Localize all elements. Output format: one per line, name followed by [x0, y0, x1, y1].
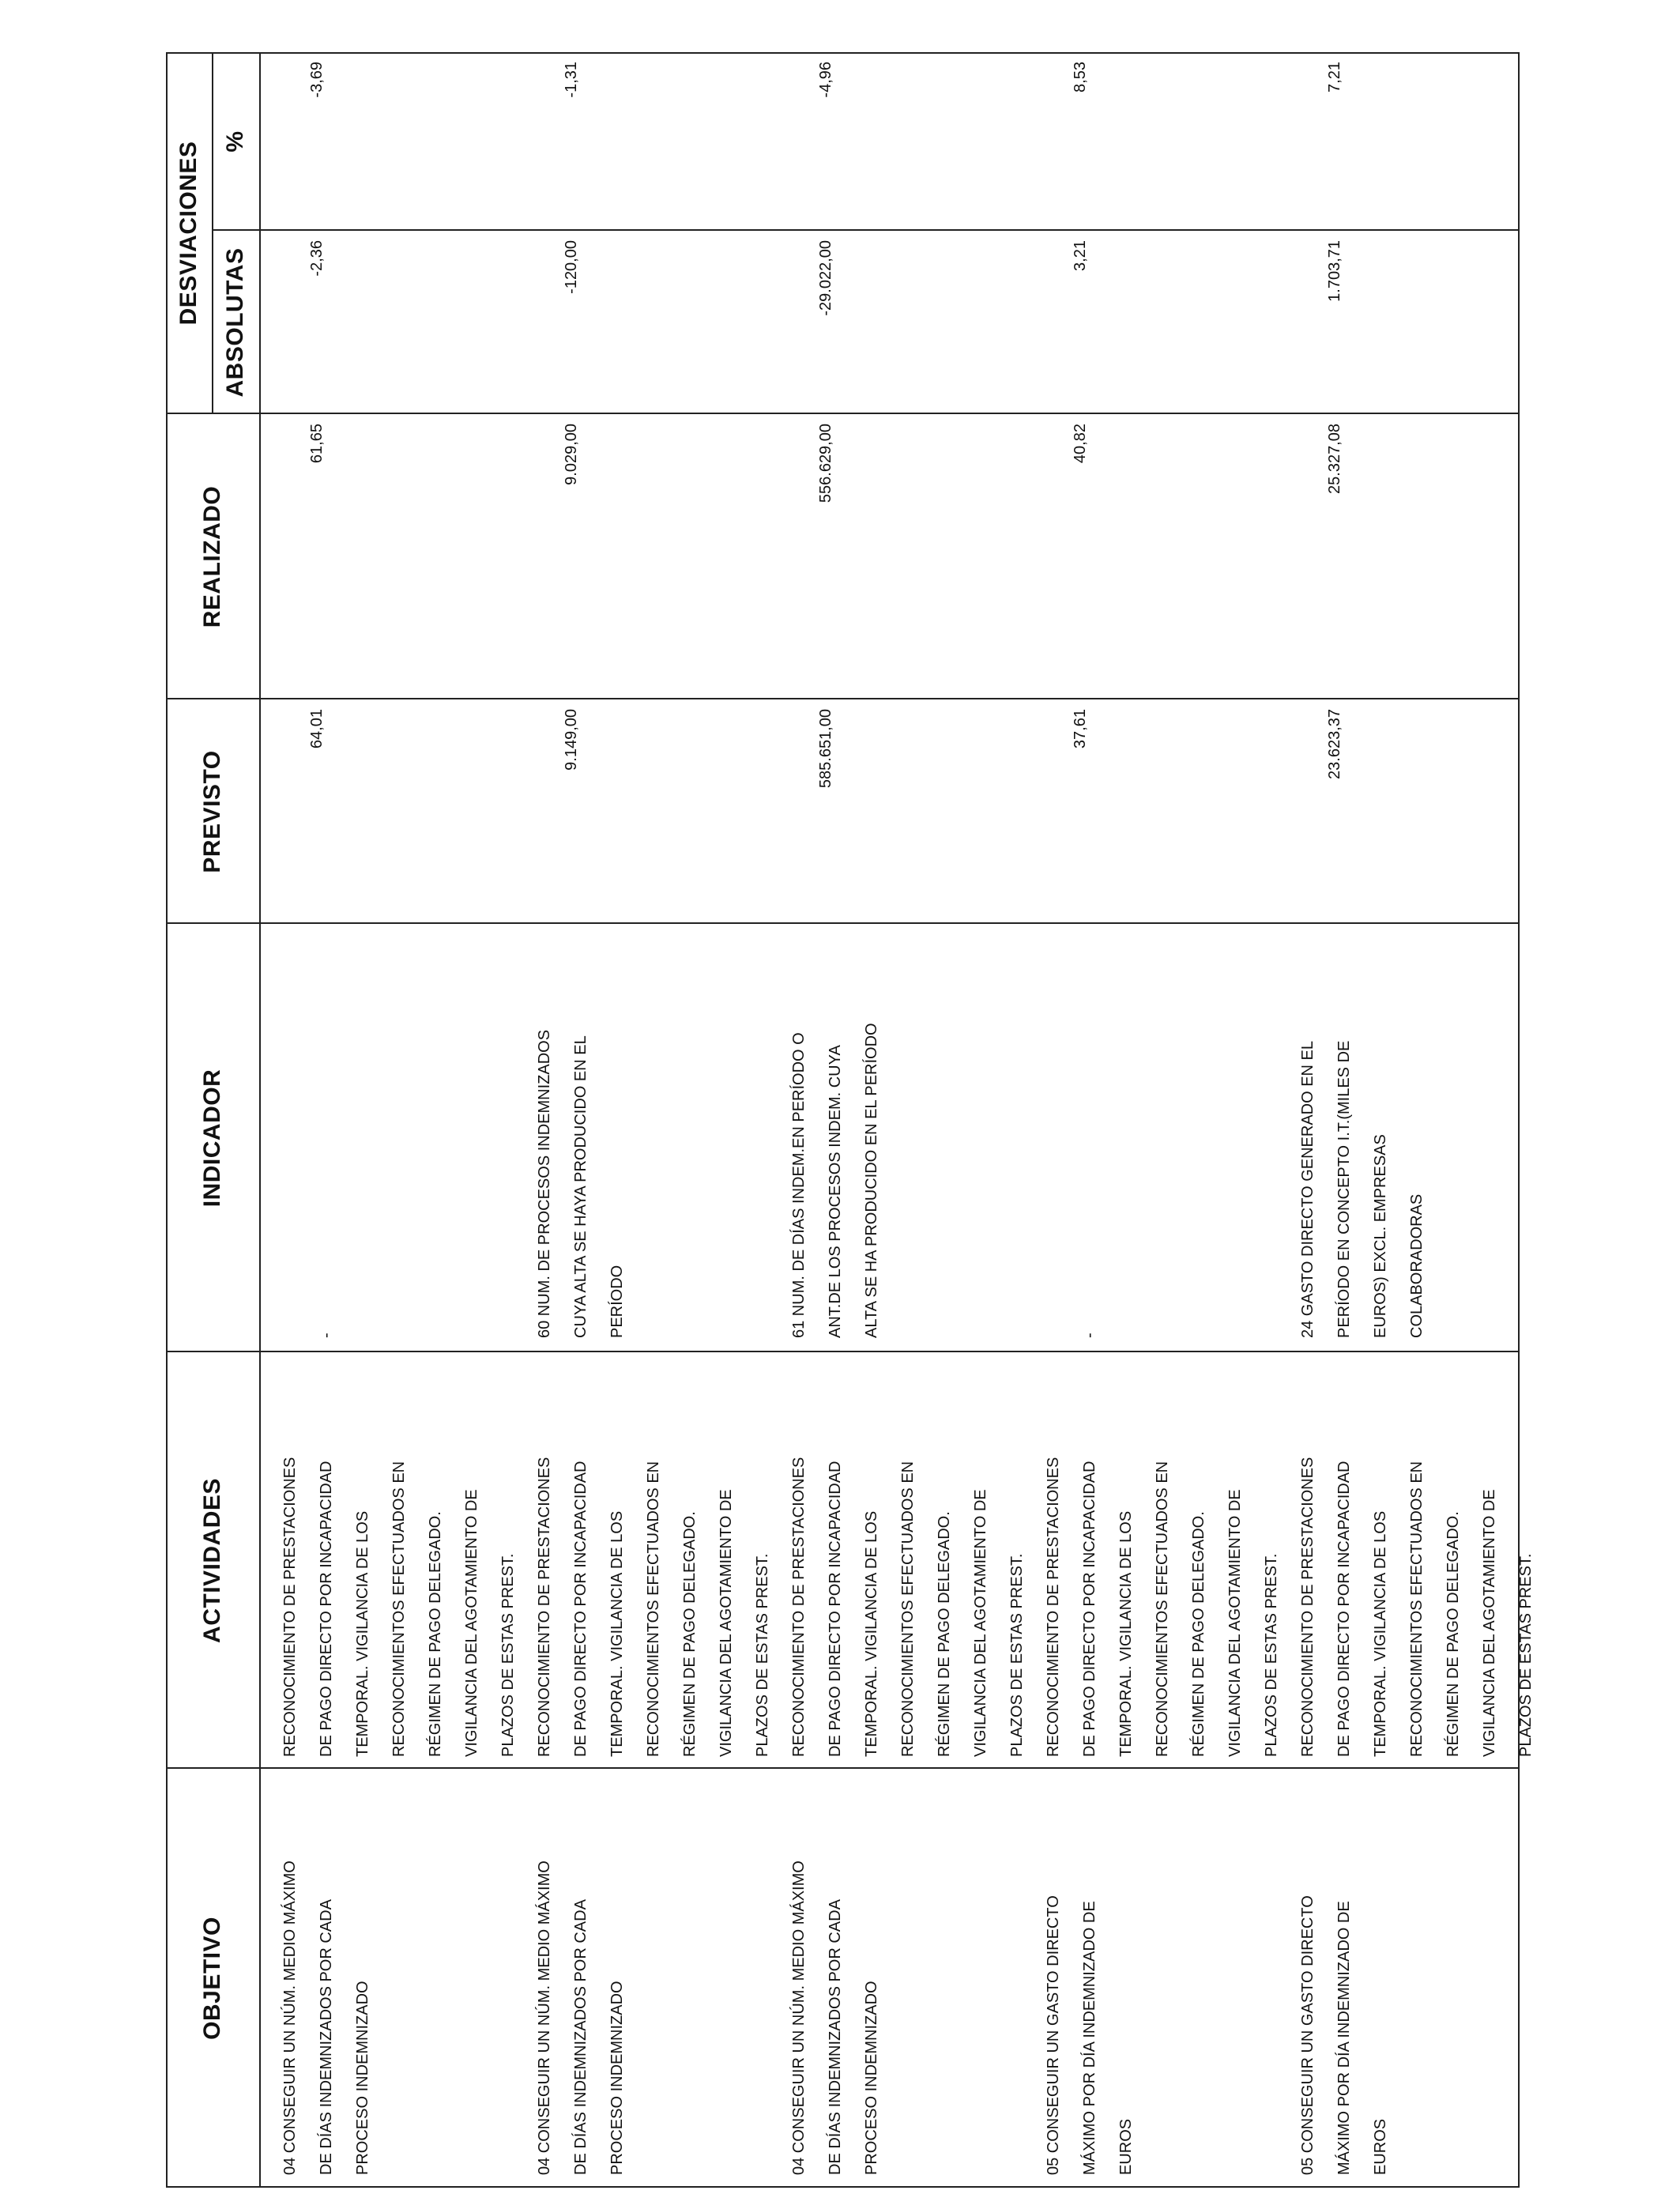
porcentaje-value: -3,69: [308, 62, 326, 98]
indicador-cell: -: [1081, 1333, 1098, 1338]
col-divider-6: [212, 229, 1520, 231]
absolutas-value: -120,00: [563, 240, 580, 294]
realizado-value: 40,82: [1072, 424, 1089, 464]
actividades-cell: RECONOCIMIENTO DE PRESTACIONES DE PAGO DIRECTO POR INCAPACIDAD TEMPORAL. VIGILANCIA DE LOS RECONOCIMIENTOS EFECTUADOS EN RÉGIMEN DE PAGO DELEGADO. VIGILANCIA DEL AGOTAMIENTO DE PLAZOS DE ESTAS PREST.: [536, 1457, 771, 1757]
previsto-value: 37,61: [1072, 709, 1089, 749]
actividades-cell: RECONOCIMIENTO DE PRESTACIONES DE PAGO DIRECTO POR INCAPACIDAD TEMPORAL. VIGILANCIA DE LOS RECONOCIMIENTOS EFECTUADOS EN RÉGIMEN DE PAGO DELEGADO. VIGILANCIA DEL AGOTAMIENTO DE PLAZOS DE ESTAS PREST.: [1299, 1457, 1535, 1757]
rotated-page: [166, 52, 1535, 2188]
realizado-value: 25.327,08: [1326, 424, 1343, 494]
header-indicador: INDICADOR: [199, 1069, 225, 1208]
table-border-bottom: [1518, 52, 1520, 2188]
header-row-divider: [259, 52, 261, 2188]
actividades-cell: RECONOCIMIENTO DE PRESTACIONES DE PAGO DIRECTO POR INCAPACIDAD TEMPORAL. VIGILANCIA DE LOS RECONOCIMIENTOS EFECTUADOS EN RÉGIMEN DE PAGO DELEGADO. VIGILANCIA DEL AGOTAMIENTO DE PLAZOS DE ESTAS PREST.: [1045, 1457, 1280, 1757]
indicador-cell: 24 GASTO DIRECTO GENERADO EN EL PERÍODO EN CONCEPTO I.T.(MILES DE EUROS) EXCL. EMPRESAS COLABORADORAS: [1299, 1040, 1426, 1338]
header-previsto: PREVISTO: [199, 750, 225, 873]
absolutas-value: 1.703,71: [1326, 240, 1343, 302]
indicador-cell: 60 NUM. DE PROCESOS INDEMNIZADOS CUYA ALTA SE HAYA PRODUCIDO EN EL PERÍODO: [536, 1029, 626, 1338]
objetivo-cell: 04 CONSEGUIR UN NÚM. MEDIO MÁXIMO DE DÍAS INDEMNIZADOS POR CADA PROCESO INDEMNIZADO: [790, 1860, 880, 2175]
results-table: [166, 52, 1535, 2188]
previsto-value: 23.623,37: [1326, 709, 1343, 779]
col-divider-3: [166, 922, 1520, 924]
indicador-cell: -: [318, 1333, 335, 1338]
previsto-value: 64,01: [308, 709, 326, 749]
porcentaje-value: 8,53: [1072, 62, 1089, 92]
col-divider-2: [166, 1351, 1520, 1352]
absolutas-value: -29.022,00: [817, 240, 834, 316]
indicador-cell: 61 NUM. DE DÍAS INDEM.EN PERÍODO O ANT.DE LOS PROCESOS INDEM. CUYA ALTA SE HA PRODUCIDO EN EL PERÍODO: [790, 1023, 880, 1338]
absolutas-value: 3,21: [1072, 240, 1089, 271]
porcentaje-value: -1,31: [563, 62, 580, 98]
header-desviaciones: DESVIACIONES: [175, 141, 202, 326]
table-border-left: [166, 2186, 1520, 2188]
objetivo-cell: 04 CONSEGUIR UN NÚM. MEDIO MÁXIMO DE DÍAS INDEMNIZADOS POR CADA PROCESO INDEMNIZADO: [281, 1860, 371, 2175]
header-actividades: ACTIVIDADES: [199, 1478, 225, 1643]
col-divider-5: [166, 413, 1520, 414]
header-porcentaje: %: [222, 130, 248, 153]
actividades-cell: RECONOCIMIENTO DE PRESTACIONES DE PAGO DIRECTO POR INCAPACIDAD TEMPORAL. VIGILANCIA DE LOS RECONOCIMIENTOS EFECTUADOS EN RÉGIMEN DE PAGO DELEGADO. VIGILANCIA DEL AGOTAMIENTO DE PLAZOS DE ESTAS PREST.: [790, 1457, 1026, 1757]
previsto-value: 585.651,00: [817, 709, 834, 789]
previsto-value: 9.149,00: [563, 709, 580, 771]
realizado-value: 9.029,00: [563, 424, 580, 485]
realizado-value: 61,65: [308, 424, 326, 464]
objetivo-cell: 05 CONSEGUIR UN GASTO DIRECTO MÁXIMO POR DÍA INDEMNIZADO DE EUROS: [1045, 1895, 1135, 2175]
actividades-cell: RECONOCIMIENTO DE PRESTACIONES DE PAGO DIRECTO POR INCAPACIDAD TEMPORAL. VIGILANCIA DE LOS RECONOCIMIENTOS EFECTUADOS EN RÉGIMEN DE PAGO DELEGADO. VIGILANCIA DEL AGOTAMIENTO DE PLAZOS DE ESTAS PREST.: [281, 1457, 517, 1757]
col-divider-1: [166, 1767, 1520, 1769]
table-border-right: [166, 52, 1520, 54]
porcentaje-value: 7,21: [1326, 62, 1343, 92]
porcentaje-value: -4,96: [817, 62, 834, 98]
header-realizado: REALIZADO: [199, 485, 225, 628]
realizado-value: 556.629,00: [817, 424, 834, 503]
col-divider-4: [166, 698, 1520, 699]
objetivo-cell: 05 CONSEGUIR UN GASTO DIRECTO MÁXIMO POR DÍA INDEMNIZADO DE EUROS: [1299, 1895, 1389, 2175]
absolutas-value: -2,36: [308, 240, 326, 277]
objetivo-cell: 04 CONSEGUIR UN NÚM. MEDIO MÁXIMO DE DÍAS INDEMNIZADOS POR CADA PROCESO INDEMNIZADO: [536, 1860, 626, 2175]
header-objetivo: OBJETIVO: [199, 1917, 225, 2040]
header-absolutas: ABSOLUTAS: [222, 247, 248, 398]
